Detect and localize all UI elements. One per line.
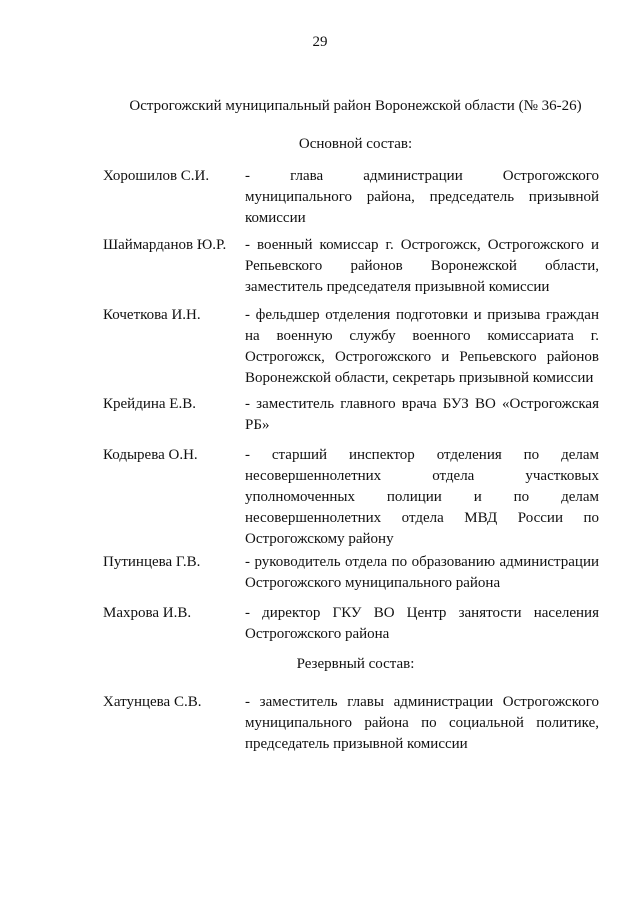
- member-role: - фельдшер отделения подготовки и призыва граждан на военную службу военного комиссариата г. Острогожск, Острогожского и Репьевского районов Воронежской области, секретарь призывной комиссии: [245, 307, 599, 386]
- member-role: - заместитель главного врача БУЗ ВО «Острогожская РБ»: [245, 396, 599, 433]
- member-role: - военный комиссар г. Острогожск, Острогожского и Репьевского районов Воронежской области, заместитель председателя призывной комиссии: [245, 237, 599, 295]
- page-number: 29: [312, 34, 328, 50]
- member-role: - старший инспектор отделения по делам несовершеннолетних отдела участковых уполномоченных полиции и по делам несовершеннолетних отдела МВД России по Острогожскому району: [245, 447, 599, 547]
- member-role: - глава администрации Острогожского муниципального района, председатель призывной комиссии: [245, 168, 599, 226]
- main-composition-heading: Основной состав:: [298, 136, 413, 152]
- member-name: Путинцева Г.В.: [103, 554, 201, 570]
- member-name: Шаймарданов Ю.Р.: [103, 237, 227, 253]
- member-name: Кодырева О.Н.: [103, 447, 198, 463]
- reserve-composition-heading: Резервный состав:: [296, 656, 415, 672]
- member-name: Крейдина Е.В.: [103, 396, 196, 412]
- member-name: Махрова И.В.: [103, 605, 192, 621]
- member-role: - директор ГКУ ВО Центр занятости населения Острогожского района: [245, 605, 599, 642]
- member-name: Хорошилов С.И.: [103, 168, 210, 184]
- member-role: - руководитель отдела по образованию администрации Острогожского муниципального района: [245, 554, 599, 591]
- document-title: Острогожский муниципальный район Воронежской области (№ 36-26): [129, 98, 582, 114]
- member-role: - заместитель главы администрации Острогожского муниципального района по социальной политике, председатель призывной комиссии: [245, 694, 599, 752]
- member-name: Кочеткова И.Н.: [103, 307, 201, 323]
- member-name: Хатунцева С.В.: [103, 694, 202, 710]
